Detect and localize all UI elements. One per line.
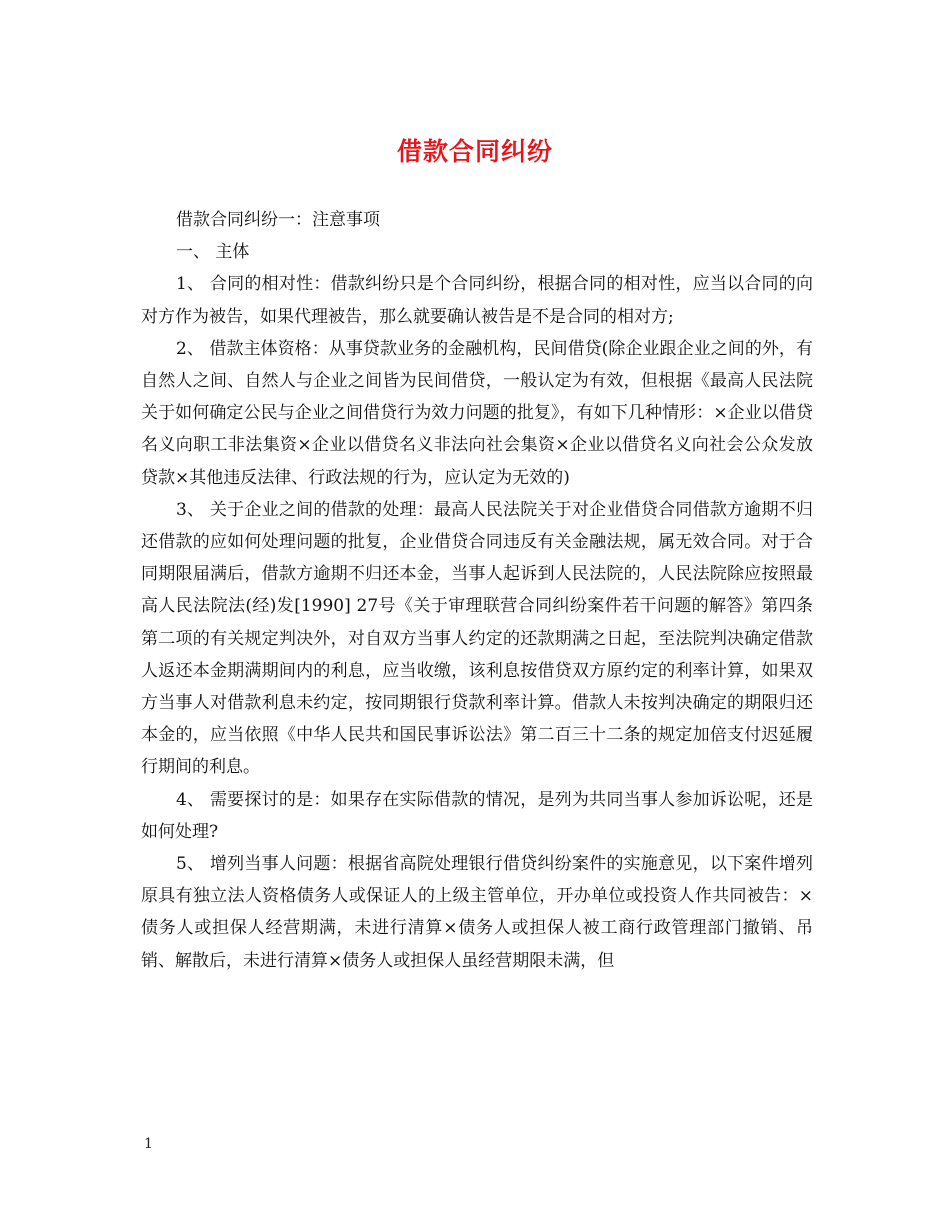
paragraph-heading: 借款合同纠纷一：注意事项 — [176, 210, 380, 230]
document-title: 借款合同纠纷 — [396, 137, 553, 166]
paragraph-item-2: 2、 借款主体资格：从事贷款业务的金融机构，民间借贷(除企业跟企业之间的外，有自然人之间、自然人与企业之间皆为民间借贷，一般认定为有效，但根据《最高人民法院关于如何确定公民与企业之间借贷行为效力问题的批复》，有如下几种情形：×企业以借贷名义向职工非法集资×企业以借贷名义非法向社会集资×企业以借贷名义向社会公众发放贷款×其他违反法律、行政法规的行为，应认定为无效的) — [141, 338, 813, 488]
paragraph-item-3: 3、 关于企业之间的借款的处理：最高人民法院关于对企业借贷合同借款方逾期不归还借款的应如何处理问题的批复，企业借贷合同违反有关金融法规，属无效合同。对于合同期限届满后，借款方逾期不归还本金，当事人起诉到人民法院的，人民法院除应按照最高人民法院法(经)发[1990] 27号《关于审理联营合同纠纷案件若干问题的解答》第四条第二项的有关规定判决外，对自双方当事人约定的还款期满之日起，至法院判决确定借款人返还本金期满期间内的利息，应当收缴，该利息按借贷双方原约定的利率计算，如果双方当事人对借款利息未约定，按同期银行贷款利率计算。借款人未按判决确定的期限归还本金的，应当依照《中华人民共和国民事诉讼法》第二百三十二条的规定加倍支付迟延履行期间的利息。 — [141, 499, 813, 778]
document-body — [141, 204, 813, 977]
paragraph-item-5: 5、 增列当事人问题：根据省高院处理银行借贷纠纷案件的实施意见，以下案件增列原具有独立法人资格债务人或保证人的上级主管单位，开办单位或投资人作共同被告：×债务人或担保人经营期满，未进行清算×债务人或担保人被工商行政管理部门撤销、吊销、解散后，未进行清算×债务人或担保人虽经营期限未满，但 — [141, 854, 813, 971]
paragraph-item-1: 1、 合同的相对性：借款纠纷只是个合同纠纷，根据合同的相对性，应当以合同的向对方作为被告，如果代理被告，那么就要确认被告是不是合同的相对方; — [141, 274, 813, 327]
paragraph-item-4: 4、 需要探讨的是：如果存在实际借款的情况，是列为共同当事人参加诉讼呢，还是如何处理? — [141, 789, 813, 842]
page-number: 1 — [144, 1136, 153, 1152]
paragraph-section-1: 一、 主体 — [176, 242, 250, 263]
